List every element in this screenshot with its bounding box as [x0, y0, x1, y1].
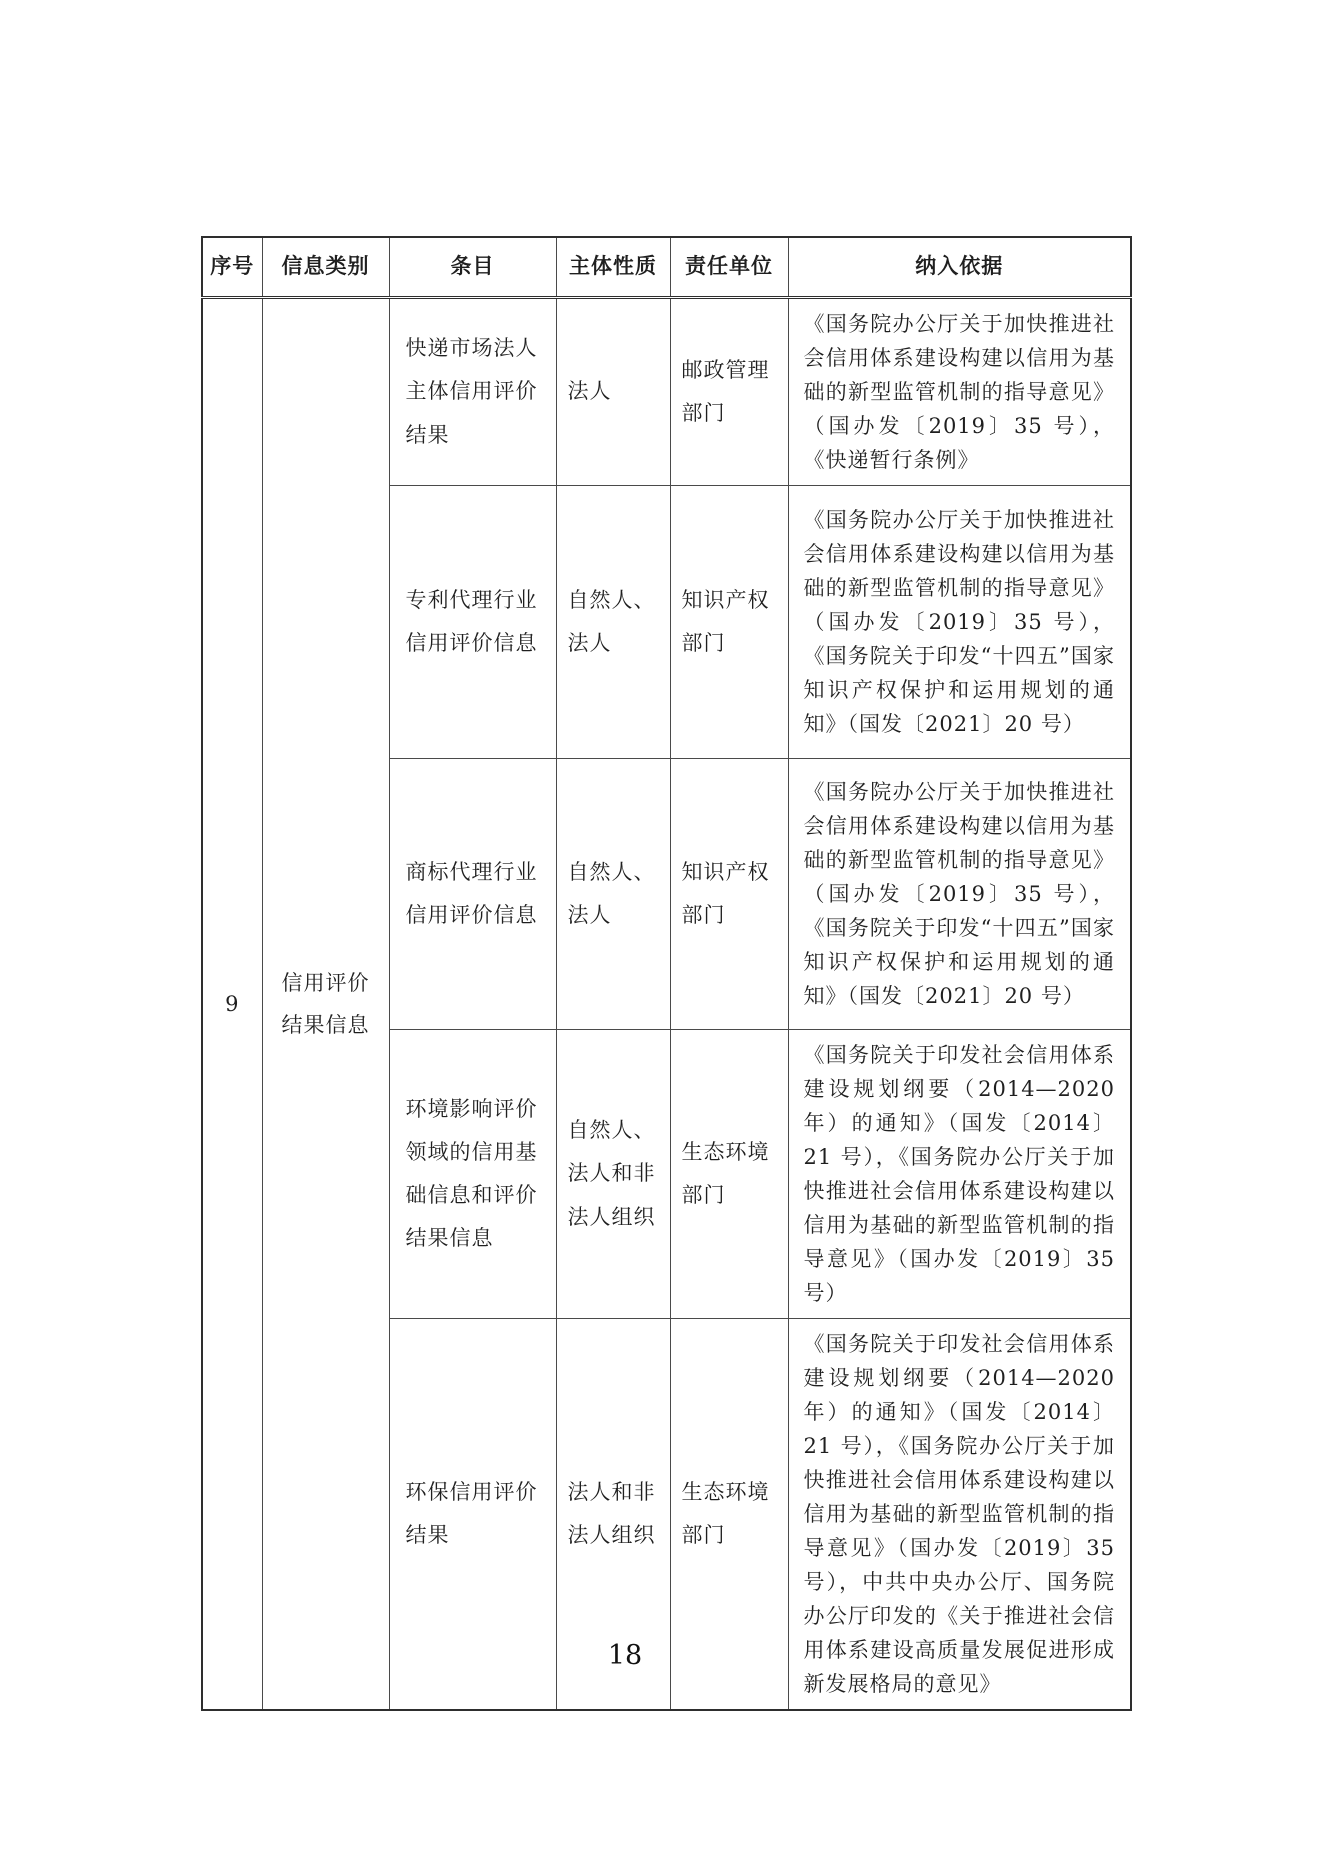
header-category: 信息类别 [262, 237, 389, 298]
item-cell: 专利代理行业信用评价信息 [389, 486, 556, 759]
serial-cell: 9 [202, 298, 262, 1711]
credit-info-table [201, 236, 1132, 1711]
header-item: 条目 [389, 237, 556, 298]
header-serial: 序号 [202, 237, 262, 298]
table-header [202, 237, 1131, 298]
header-basis: 纳入依据 [788, 237, 1131, 298]
subject-cell: 自然人、法人和非法人组织 [556, 1030, 670, 1319]
basis-cell: 《国务院办公厅关于加快推进社会信用体系建设构建以信用为基础的新型监管机制的指导意见》（国办发〔2019〕35 号），《快递暂行条例》 [788, 298, 1131, 486]
category-cell: 信用评价结果信息 [262, 298, 389, 1711]
item-cell: 快递市场法人主体信用评价结果 [389, 298, 556, 486]
table-row [202, 298, 1131, 486]
unit-cell: 生态环境部门 [670, 1030, 788, 1319]
basis-cell: 《国务院关于印发社会信用体系建设规划纲要（2014—2020 年）的通知》（国发〔2014〕21 号），《国务院办公厅关于加快推进社会信用体系建设构建以信用为基础的新型监管机制的指导意见》（国办发〔2019〕35 号） [788, 1030, 1131, 1319]
table-body [202, 298, 1131, 1711]
basis-cell: 《国务院关于印发社会信用体系建设规划纲要（2014—2020 年）的通知》（国发〔2014〕21 号），《国务院办公厅关于加快推进社会信用体系建设构建以信用为基础的新型监管机制的指导意见》（国办发〔2019〕35 号），中共中央办公厅、国务院办公厅印发的《关于推进社会信用体系建设高质量发展促进形成新发展格局的意见》 [788, 1319, 1131, 1711]
unit-cell: 邮政管理部门 [670, 298, 788, 486]
header-row [202, 237, 1131, 298]
subject-cell: 法人和非法人组织 [556, 1319, 670, 1711]
header-unit: 责任单位 [670, 237, 788, 298]
item-cell: 商标代理行业信用评价信息 [389, 759, 556, 1030]
subject-cell: 自然人、法人 [556, 759, 670, 1030]
unit-cell: 知识产权部门 [670, 759, 788, 1030]
basis-cell: 《国务院办公厅关于加快推进社会信用体系建设构建以信用为基础的新型监管机制的指导意见》（国办发〔2019〕35 号），《国务院关于印发“十四五”国家知识产权保护和运用规划的通知》（国发〔2021〕20 号） [788, 759, 1131, 1030]
subject-cell: 法人 [556, 298, 670, 486]
header-subject: 主体性质 [556, 237, 670, 298]
unit-cell: 生态环境部门 [670, 1319, 788, 1711]
item-cell: 环保信用评价结果 [389, 1319, 556, 1711]
page-number: 18 [607, 1640, 643, 1671]
unit-cell: 知识产权部门 [670, 486, 788, 759]
subject-cell: 自然人、法人 [556, 486, 670, 759]
item-cell: 环境影响评价领域的信用基础信息和评价结果信息 [389, 1030, 556, 1319]
basis-cell: 《国务院办公厅关于加快推进社会信用体系建设构建以信用为基础的新型监管机制的指导意见》（国办发〔2019〕35 号），《国务院关于印发“十四五”国家知识产权保护和运用规划的通知》（国发〔2021〕20 号） [788, 486, 1131, 759]
